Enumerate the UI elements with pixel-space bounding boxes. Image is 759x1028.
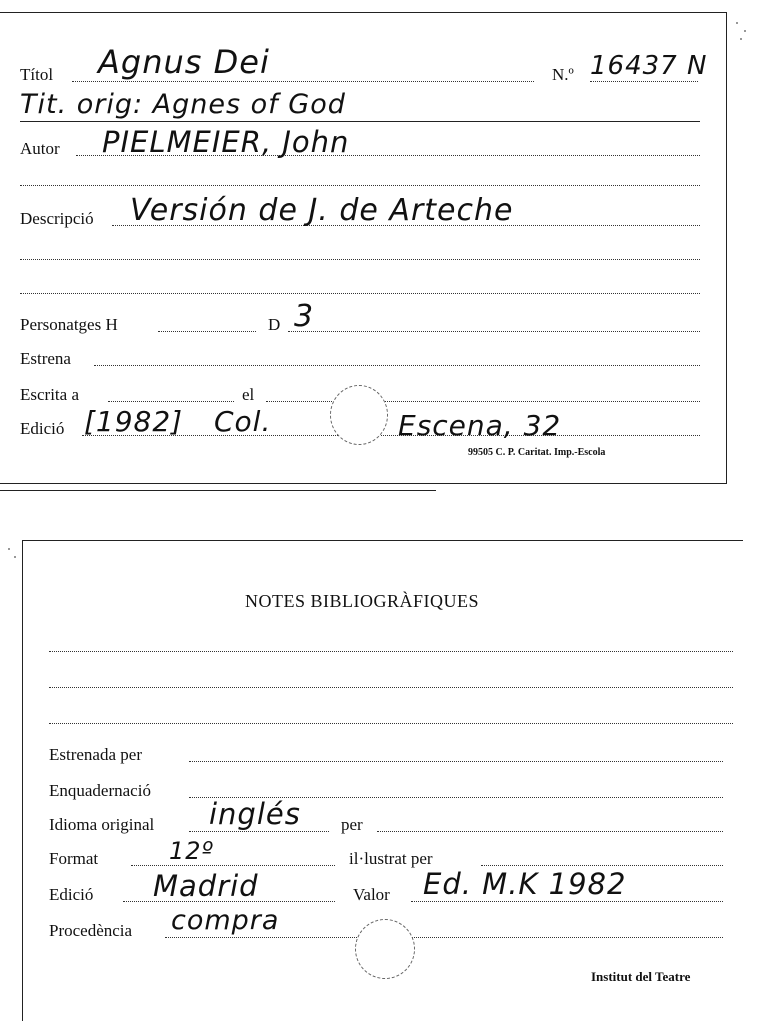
speck (744, 30, 746, 32)
autor-value: PIELMEIER, John (102, 125, 350, 159)
notes-line-1 (49, 651, 733, 652)
catalog-card-back (22, 540, 743, 1021)
escrita-label: Escrita a (20, 385, 79, 404)
d-value: 3 (294, 299, 315, 334)
punch-hole (330, 385, 388, 445)
illustrat-label: il·lustrat per (349, 849, 433, 868)
edicio-label: Edició (20, 419, 65, 438)
personatges-d-line (288, 331, 700, 332)
personatges-h-line (158, 331, 256, 332)
per-label: per (341, 815, 363, 834)
descripcio-value: Versión de J. de Arteche (130, 193, 514, 228)
procedencia-value: compra (171, 905, 280, 936)
procedencia-label: Procedència (49, 921, 133, 940)
titol-value: Agnus Dei (98, 43, 270, 81)
format-label: Format (49, 849, 99, 868)
blank-line-3 (20, 293, 700, 294)
num-line (590, 81, 698, 82)
back-edicio-value: Madrid (153, 869, 259, 903)
format-line (131, 865, 335, 866)
illustrat-line (481, 865, 723, 866)
notes-title: NOTES BIBLIOGRÀFIQUES (245, 591, 480, 611)
estrenada-label: Estrenada per (49, 745, 142, 764)
speck (14, 556, 16, 558)
per-line (377, 831, 723, 832)
valor-value: Ed. M.K 1982 (423, 867, 627, 901)
el-label: el (242, 385, 255, 404)
estrena-label: Estrena (20, 349, 71, 368)
d-label: D (268, 315, 281, 334)
titol-label: Títol (20, 65, 54, 84)
tit-orig-value: Tit. orig: Agnes of God (20, 89, 346, 120)
punch-hole (355, 919, 415, 979)
notes-line-3 (49, 723, 733, 724)
back-edicio-label: Edició (49, 885, 94, 904)
edicio-year: [1982] (84, 405, 184, 438)
num-value: 16437 N (590, 51, 708, 81)
printer-imprint: 99505 C. P. Caritat. Imp.-Escola (468, 447, 606, 458)
num-label: N.º (552, 65, 574, 84)
escrita-line (108, 401, 234, 402)
descripcio-label: Descripció (20, 209, 94, 228)
el-line (266, 401, 700, 402)
speck (740, 38, 742, 40)
edicio-col: Col. (214, 405, 272, 438)
idioma-label: Idioma original (49, 815, 155, 834)
tit-orig-line (20, 121, 700, 122)
speck (8, 548, 10, 550)
blank-line-1 (20, 185, 700, 186)
idioma-value: inglés (209, 797, 301, 831)
notes-line-2 (49, 687, 733, 688)
valor-label: Valor (353, 885, 390, 904)
format-value: 12º (169, 837, 214, 865)
titol-line (72, 81, 534, 82)
institution-name: Institut del Teatre (591, 969, 691, 984)
idioma-line (189, 831, 329, 832)
enquadernacio-label: Enquadernació (49, 781, 151, 800)
blank-line-2 (20, 259, 700, 260)
catalog-card-front (0, 12, 727, 484)
valor-line (411, 901, 723, 902)
speck (736, 22, 738, 24)
procedencia-line (165, 937, 723, 938)
autor-label: Autor (20, 139, 60, 158)
edicio-series: Escena, 32 (398, 409, 562, 442)
estrena-line (94, 365, 700, 366)
card-edge-line (0, 490, 436, 491)
estrenada-line (189, 761, 723, 762)
personatges-label: Personatges H (20, 315, 118, 334)
